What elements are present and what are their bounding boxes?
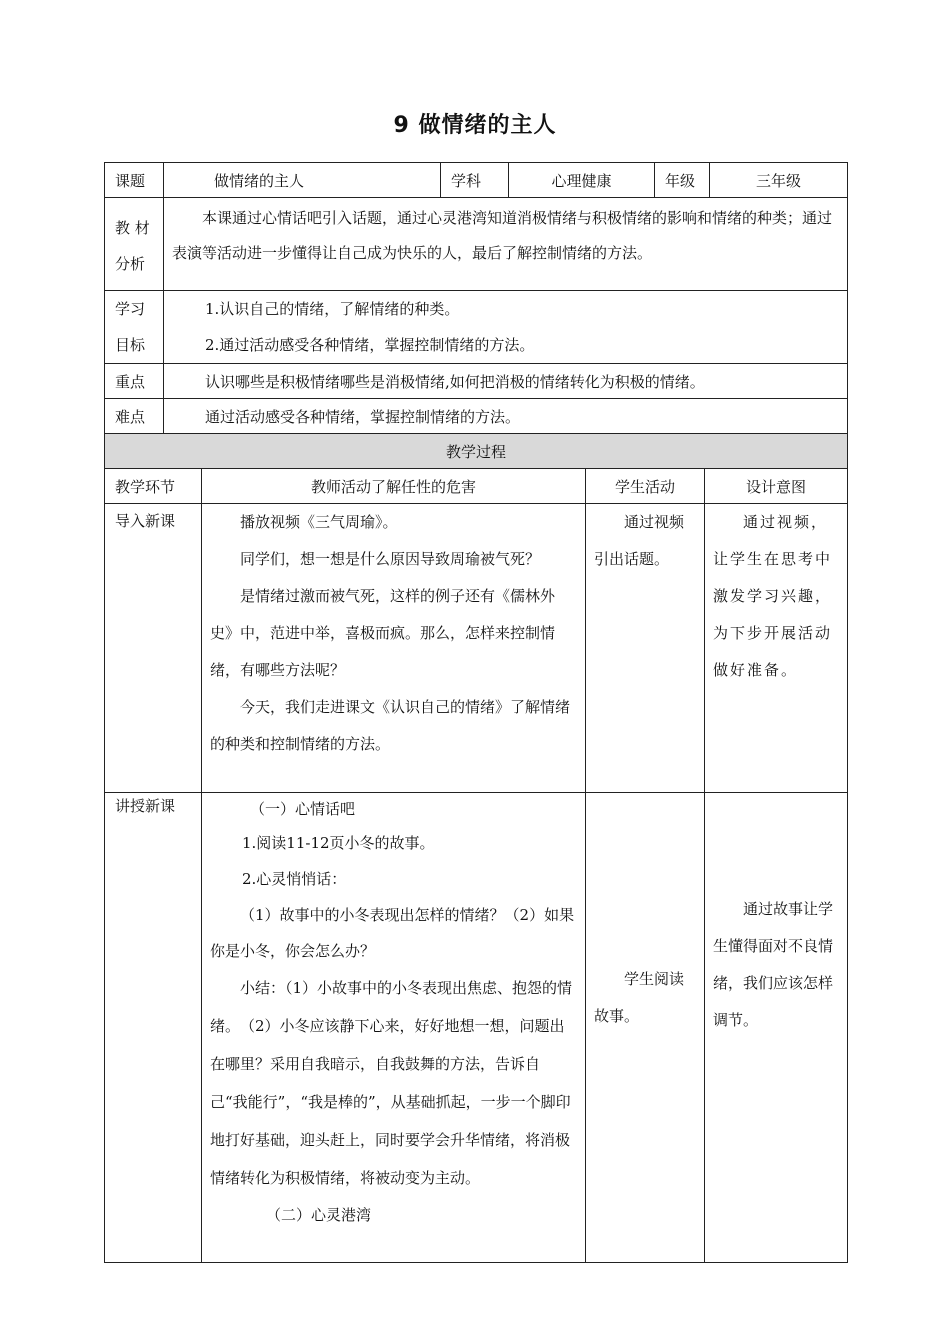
analysis-label-line2: 分析 <box>115 255 146 273</box>
lecture-teacher-cell <box>202 793 586 1263</box>
lecture-heading-1: （一）心情话吧 <box>250 800 356 818</box>
topic-label: 课题 <box>105 163 164 198</box>
analysis-text: 本课通过心情话吧引入话题，通过心灵港湾知道消极情绪与积极情绪的影响和情绪的种类；通过表演等活动进一步懂得让自己成为快乐的人，最后了解控制情绪的方法。 <box>172 209 833 262</box>
lecture-heading-2: （二）心灵港湾 <box>266 1206 372 1224</box>
lecture-step-2: 2.心灵悄悄话： <box>242 870 347 888</box>
info-table <box>104 162 848 435</box>
topic-value: 做情绪的主人 <box>164 163 441 198</box>
lecture-stage: 讲授新课 <box>105 793 202 1263</box>
analysis-label <box>105 198 164 291</box>
objectives-label-line2: 目标 <box>115 336 146 354</box>
objectives-label <box>105 291 164 364</box>
subject-value: 心理健康 <box>509 163 655 198</box>
lecture-summary: 小结：（1）小故事中的小冬表现出焦虑、抱怨的情绪。 （2）小冬应该静下心来，好好地想一想，问题出在哪里？采用自我暗示，自我鼓舞的方法，告诉自己“我能行”，“我是棒的”，从基础抓起，一步一个脚印地打好基础，迎头赶上，同时要学会升华情绪，将消极情绪转化为积极情绪，将被动变为主动。 <box>210 979 573 1187</box>
intro-teacher-1: 播放视频《三气周瑜》。 <box>240 513 398 531</box>
intro-teacher-cell <box>202 504 586 793</box>
objectives-label-line1: 学习 <box>115 300 146 318</box>
document-title: 9 做情绪的主人 <box>393 113 557 138</box>
intro-design: 通过视频，让学生在思考中激发学习兴趣，为下步开展活动做好准备。 <box>713 513 833 679</box>
grade-value: 三年级 <box>710 163 848 198</box>
col-stage-header: 教学环节 <box>105 469 202 504</box>
lecture-design-cell <box>705 793 848 1263</box>
subject-label: 学科 <box>441 163 509 198</box>
intro-teacher-3: 是情绪过激而被气死，这样的例子还有《儒林外史》中，范进中举，喜极而疯。那么，怎样来控制情绪，有哪些方法呢？ <box>210 587 556 679</box>
lecture-design: 通过故事让学生懂得面对不良情绪，我们应该怎样调节。 <box>713 900 834 1029</box>
process-table <box>104 433 848 1263</box>
analysis-text-cell <box>164 198 848 291</box>
process-header: 教学过程 <box>105 434 848 469</box>
objective-1: 1.认识自己的情绪，了解情绪的种类。 <box>205 300 460 318</box>
grade-label: 年级 <box>655 163 710 198</box>
difficulty-text: 通过活动感受各种情绪，掌握控制情绪的方法。 <box>164 399 848 435</box>
lecture-step-1: 1.阅读11-12页小冬的故事。 <box>242 834 435 852</box>
objective-2: 2.通过活动感受各种情绪，掌握控制情绪的方法。 <box>205 336 535 354</box>
col-student-header: 学生活动 <box>586 469 705 504</box>
key-point-label: 重点 <box>105 364 164 399</box>
intro-design-cell <box>705 504 848 793</box>
analysis-label-line1: 教 材 <box>115 219 150 237</box>
objectives-cell <box>164 291 848 364</box>
lecture-student: 学生阅读故事。 <box>594 970 685 1025</box>
col-teacher-header: 教师活动了解任性的危害 <box>202 469 586 504</box>
lecture-student-cell <box>586 793 705 1263</box>
col-design-header: 设计意图 <box>705 469 848 504</box>
intro-student-cell <box>586 504 705 793</box>
intro-teacher-2: 同学们，想一想是什么原因导致周瑜被气死？ <box>240 550 541 568</box>
intro-stage: 导入新课 <box>105 504 202 793</box>
intro-teacher-4: 今天，我们走进课文《认识自己的情绪》了解情绪的种类和控制情绪的方法。 <box>210 698 571 753</box>
lecture-question: （1）故事中的小冬表现出怎样的情绪？（2）如果你是小冬，你会怎么办？ <box>210 906 575 960</box>
intro-student: 通过视频引出话题。 <box>594 513 685 568</box>
key-point-text: 认识哪些是积极情绪哪些是消极情绪,如何把消极的情绪转化为积极的情绪。 <box>164 364 848 399</box>
difficulty-label: 难点 <box>105 399 164 435</box>
